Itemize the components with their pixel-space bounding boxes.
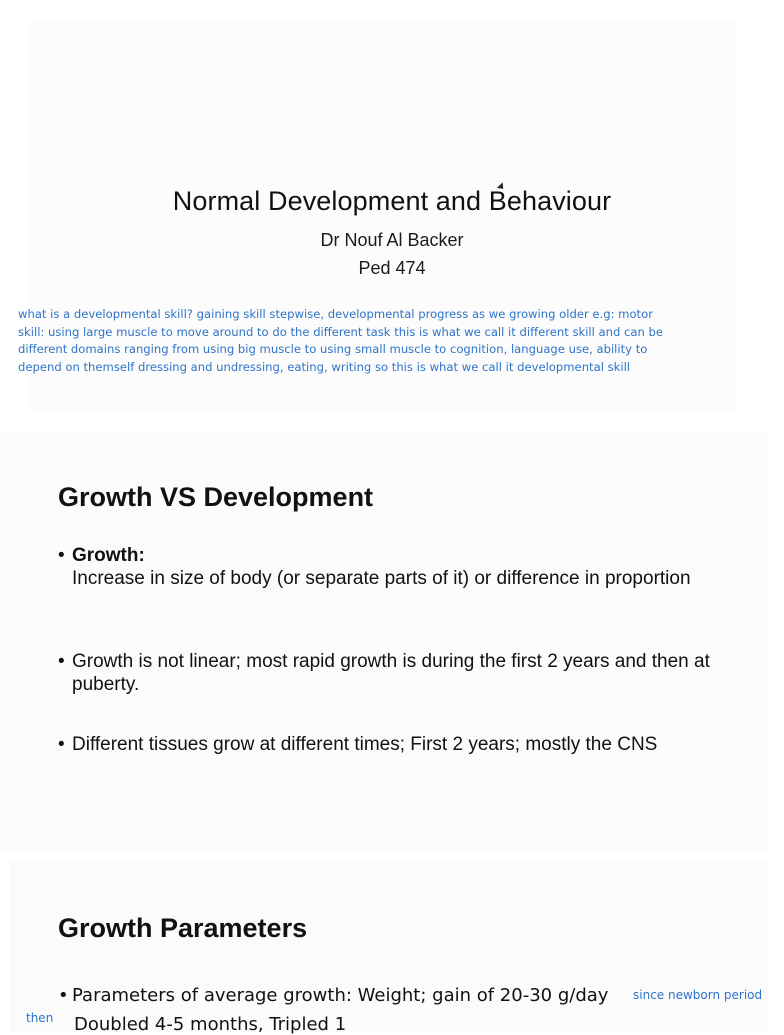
bullet-dot-icon: • — [58, 545, 65, 566]
bullet-dot-icon: • — [58, 734, 65, 755]
bullet-item — [58, 545, 738, 590]
bullet-dot-icon: • — [58, 651, 65, 672]
handwritten-note: what is a developmental skill? gaining skill stepwise, developmental progress as we growing older e.g: motor skill: using large muscle to move around to do the different task this is what we call it different skill and can be different domains ranging from using big muscle to using small muscle to cognition, language use, ability to depend on themself dressing and undressing, eating, writing so this is what we call it developmental skill — [18, 307, 664, 374]
bullet-text: Increase in size of body (or separate parts of it) or difference in proportion — [72, 567, 691, 589]
bullet-dot-icon: • — [58, 985, 69, 1006]
slide-title: Normal Development and Behaviour — [172, 186, 612, 216]
slide-heading: Growth VS Development — [58, 482, 374, 512]
bullet-heading: Growth: — [72, 545, 145, 566]
bullet-text: Growth is not linear; most rapid growth is during the first 2 years and then at puberty. — [72, 651, 710, 695]
author-name: Dr Nouf Al Backer — [320, 230, 464, 250]
annotation-note: then — [26, 1011, 54, 1025]
bullet-item — [58, 734, 738, 757]
annotation-note: since newborn period — [633, 988, 763, 1002]
cut-off-bullet-text: Doubled 4-5 months, Tripled 1 — [74, 1014, 347, 1035]
bullet-text: Parameters of average growth: Weight; gain of 20-30 g/day — [72, 985, 609, 1006]
course-code: Ped 474 — [358, 258, 426, 278]
bullet-item — [58, 651, 738, 696]
slide-heading: Growth Parameters — [58, 913, 308, 943]
bullet-text: Different tissues grow at different times; First 2 years; mostly the CNS — [72, 734, 658, 755]
